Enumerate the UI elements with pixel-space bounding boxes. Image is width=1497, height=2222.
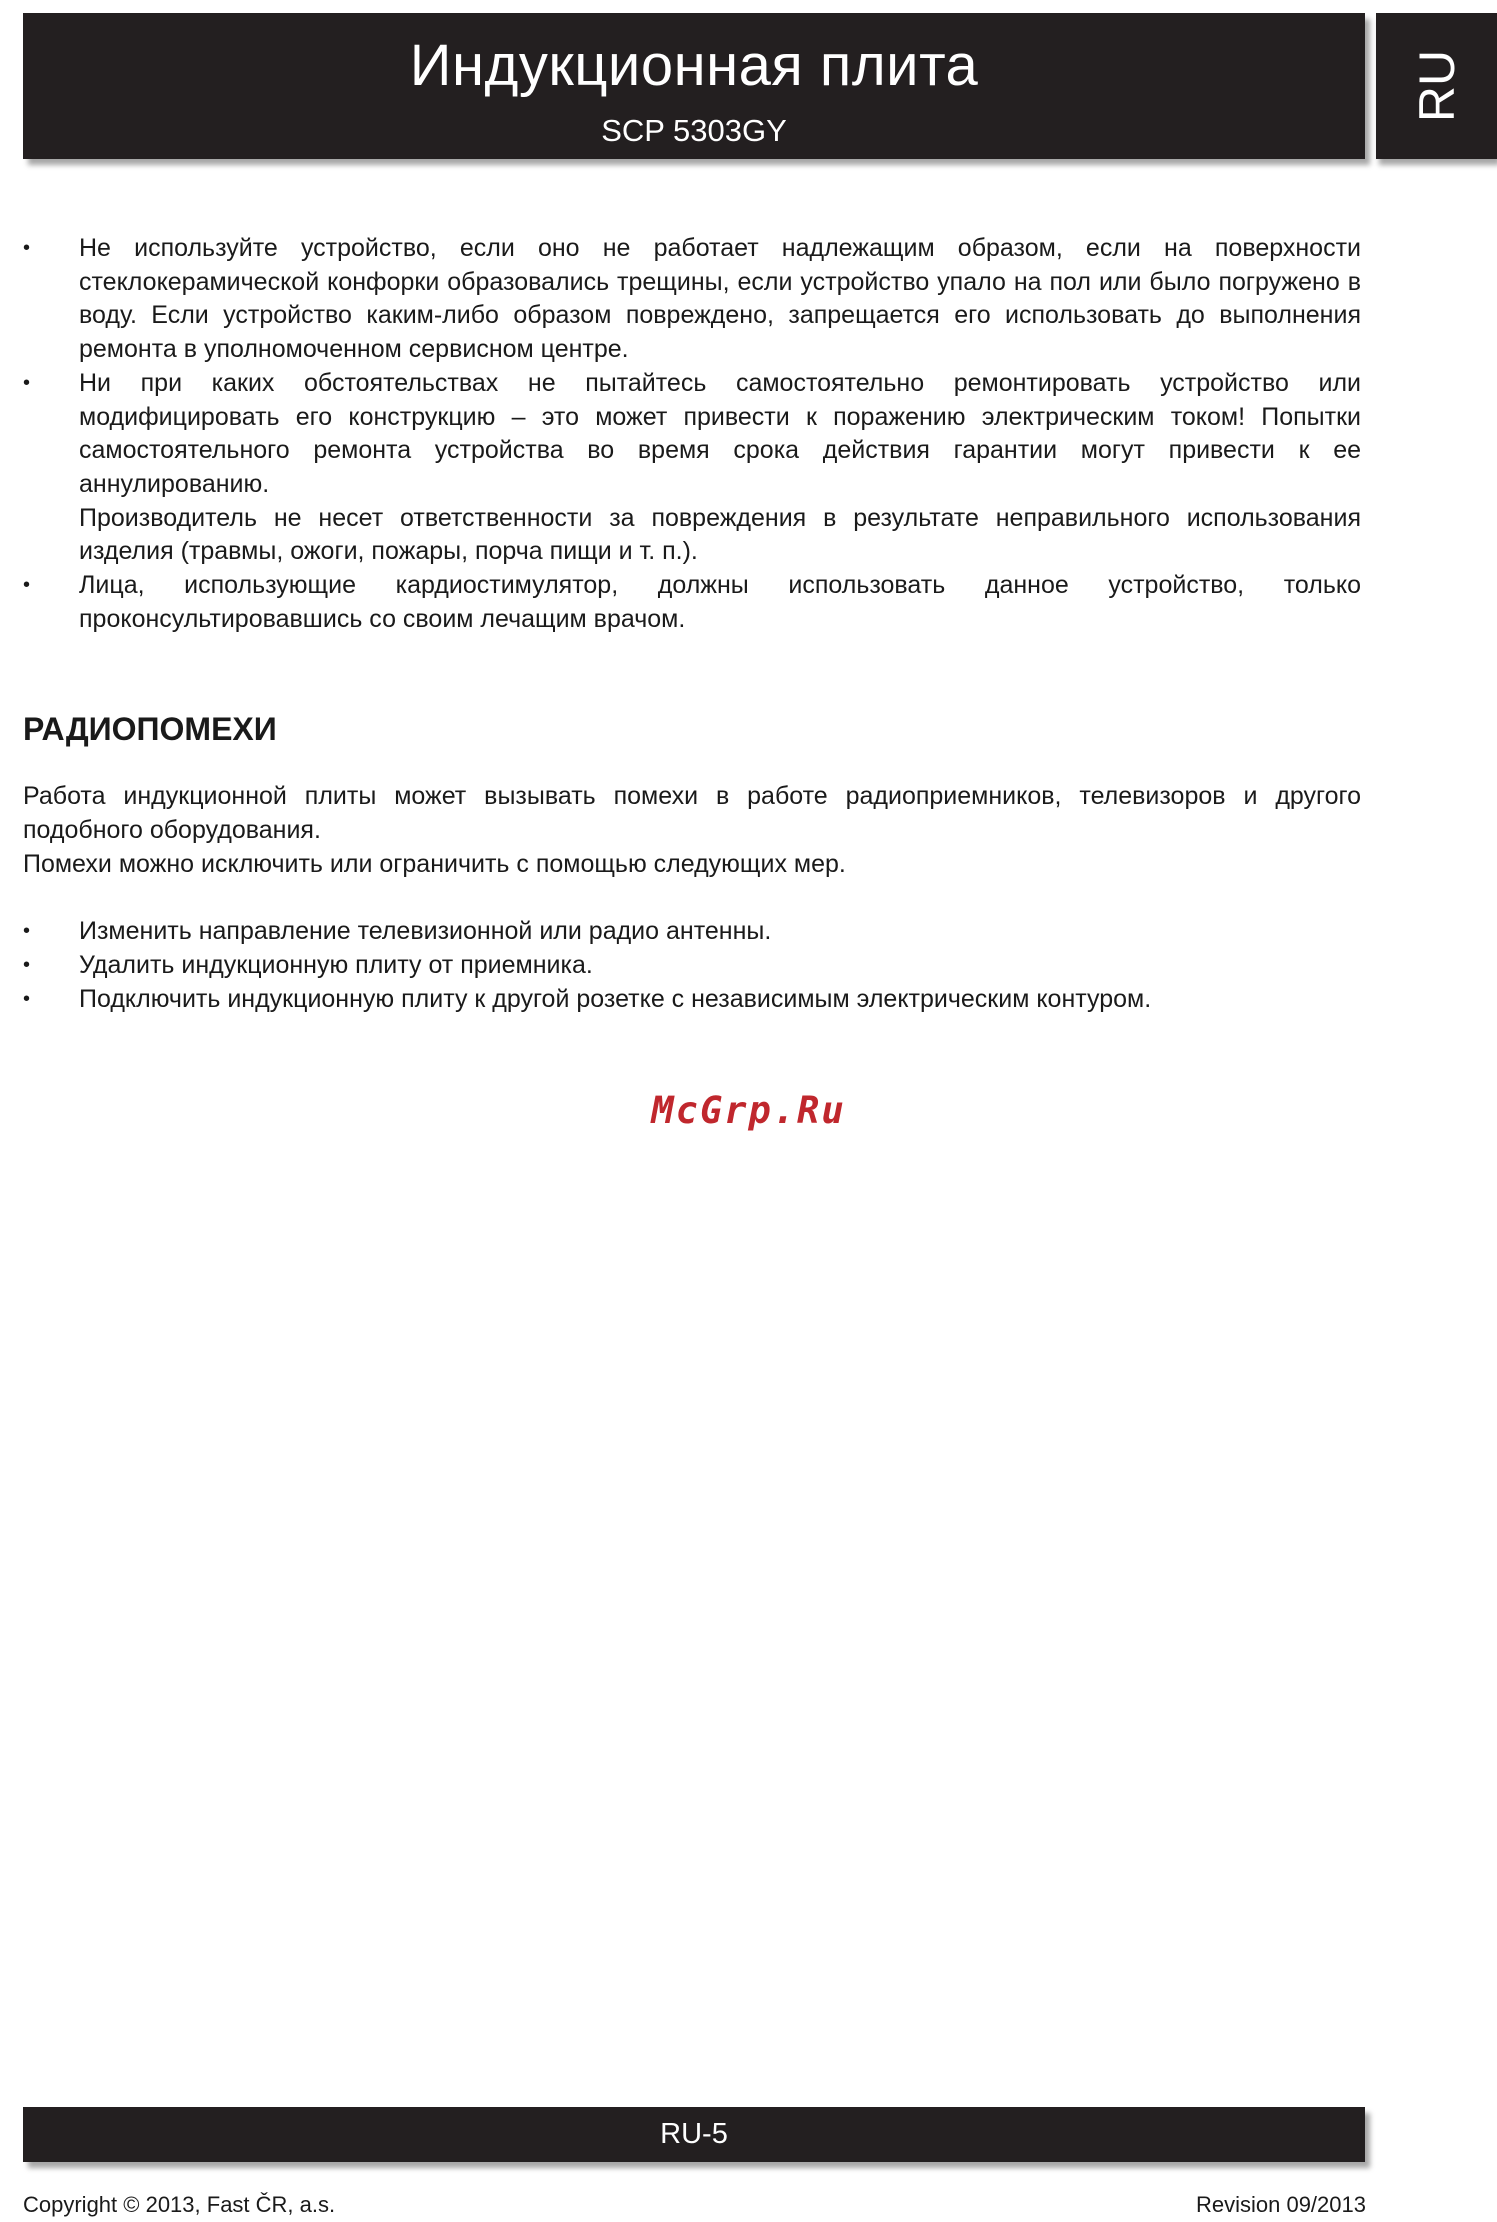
footer-bar (23, 2107, 1365, 2162)
list-item: • Изменить направление телевизионной или радио антенны. (23, 915, 1361, 949)
main-content (23, 232, 1361, 1016)
copyright: Copyright © 2013, Fast ČR, a.s. (23, 2192, 336, 2217)
model-number: SCP 5303GY (601, 113, 787, 148)
measures-list (23, 915, 1361, 1016)
list-item: • Подключить индукционную плиту к другой розетке с независимым электрическим контуром. (23, 983, 1361, 1017)
warning-paragraph: • Не используйте устройство, если оно не работает надлежащим образом, если на поверхности стеклокерамической конфорки образовались трещины, если устройство упало на пол или было погружено в воду. Если устройство каким-либо образом повреждено, запрещается его использовать до выполнения ремонта в уполномоченном сервисном центре. (79, 234, 1361, 364)
section-intro-2: Помехи можно исключить или ограничить с помощью следующих мер. (23, 849, 846, 878)
warning-paragraph: • Ни при каких обстоятельствах не пытайтесь самостоятельно ремонтировать устройство или модифицировать его конструкцию – это может привести к поражению электрическим током! Попытки самостоятельного ремонта устройства во время срока действия гарантии могут привести к ее аннулированию. (79, 368, 1361, 498)
warning-paragraph: • Лица, использующие кардиостимулятор, должны использовать данное устройство, только проконсультировавшись со своим лечащим врачом. (79, 571, 1361, 633)
language-tab (1376, 13, 1497, 159)
page-number: RU-5 (660, 2118, 728, 2150)
list-item (23, 569, 1361, 636)
list-item (23, 232, 1361, 367)
section-heading: РАДИОПОМЕХИ (23, 711, 277, 748)
section-intro: Работа индукционной плиты может вызывать помехи в работе радиоприемников, телевизоров и другого подобного оборудования. (23, 782, 1361, 845)
list-item (23, 367, 1361, 569)
list-item: • Удалить индукционную плиту от приемника. (23, 949, 1361, 983)
warnings-list (23, 232, 1361, 636)
language-label: RU (1408, 49, 1465, 123)
revision: Revision 09/2013 (1195, 2192, 1366, 2217)
watermark: McGrp.Ru (651, 1089, 846, 1132)
page-title: Индукционная плита (409, 33, 979, 98)
header-bar (23, 13, 1365, 159)
warning-paragraph: Производитель не несет ответственности за повреждения в результате неправильного использования изделия (травмы, ожоги, пожары, порча пищи и т. п.). (79, 503, 1361, 566)
